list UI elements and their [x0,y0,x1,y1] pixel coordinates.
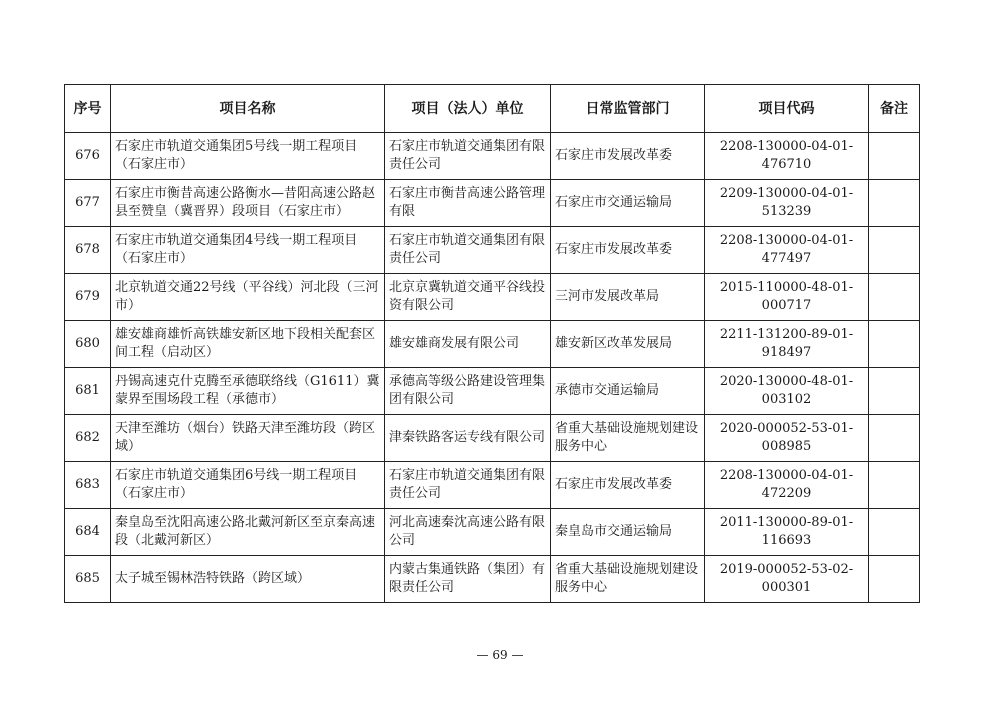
cell-note [869,509,920,556]
cell-supervision-dept: 省重大基础设施规划建设服务中心 [551,415,705,462]
table-row [65,180,920,227]
header-project-unit: 项目（法人）单位 [385,85,551,133]
cell-note [869,556,920,603]
cell-project-unit: 北京京冀轨道交通平谷线投资有限公司 [385,274,551,321]
cell-note [869,180,920,227]
cell-supervision-dept: 石家庄市发展改革委 [551,133,705,180]
cell-project-name: 天津至潍坊（烟台）铁路天津至潍坊段（跨区域） [111,415,385,462]
cell-supervision-dept: 三河市发展改革局 [551,274,705,321]
project-table [64,84,920,603]
table-row [65,321,920,368]
cell-supervision-dept: 雄安新区改革发展局 [551,321,705,368]
cell-seq: 680 [65,321,111,368]
header-supervision-dept: 日常监管部门 [551,85,705,133]
cell-project-code: 2019-000052-53-02-000301 [705,556,869,603]
cell-project-unit: 津秦铁路客运专线有限公司 [385,415,551,462]
table-row [65,415,920,462]
table-header-row [65,85,920,133]
cell-supervision-dept: 省重大基础设施规划建设服务中心 [551,556,705,603]
cell-supervision-dept: 石家庄市交通运输局 [551,180,705,227]
cell-project-code: 2020-130000-48-01-003102 [705,368,869,415]
table-row [65,368,920,415]
header-project-code: 项目代码 [705,85,869,133]
cell-project-unit: 承德高等级公路建设管理集团有限公司 [385,368,551,415]
cell-seq: 681 [65,368,111,415]
cell-project-name: 雄安雄商雄忻高铁雄安新区地下段相关配套区间工程（启动区） [111,321,385,368]
cell-project-code: 2208-130000-04-01-476710 [705,133,869,180]
cell-project-code: 2208-130000-04-01-477497 [705,227,869,274]
cell-seq: 683 [65,462,111,509]
cell-note [869,368,920,415]
cell-note [869,227,920,274]
cell-project-unit: 雄安雄商发展有限公司 [385,321,551,368]
page-number: — 69 — [476,648,524,662]
cell-project-name: 北京轨道交通22号线（平谷线）河北段（三河市） [111,274,385,321]
cell-note [869,462,920,509]
cell-seq: 685 [65,556,111,603]
cell-project-unit: 河北高速秦沈高速公路有限公司 [385,509,551,556]
cell-seq: 676 [65,133,111,180]
cell-seq: 682 [65,415,111,462]
table-row [65,227,920,274]
cell-seq: 679 [65,274,111,321]
cell-project-name: 石家庄市衡昔高速公路衡水—昔阳高速公路赵县至赞皇（冀晋界）段项目（石家庄市） [111,180,385,227]
cell-project-name: 丹锡高速克什克腾至承德联络线（G1611）冀蒙界至围场段工程（承德市） [111,368,385,415]
cell-project-name: 石家庄市轨道交通集团4号线一期工程项目（石家庄市） [111,227,385,274]
cell-project-code: 2211-131200-89-01-918497 [705,321,869,368]
cell-supervision-dept: 石家庄市发展改革委 [551,462,705,509]
header-seq: 序号 [65,85,111,133]
cell-project-code: 2209-130000-04-01-513239 [705,180,869,227]
cell-seq: 678 [65,227,111,274]
cell-supervision-dept: 石家庄市发展改革委 [551,227,705,274]
cell-project-name: 石家庄市轨道交通集团5号线一期工程项目（石家庄市） [111,133,385,180]
cell-seq: 677 [65,180,111,227]
cell-project-name: 太子城至锡林浩特铁路（跨区域） [111,556,385,603]
cell-project-code: 2020-000052-53-01-008985 [705,415,869,462]
cell-project-name: 石家庄市轨道交通集团6号线一期工程项目（石家庄市） [111,462,385,509]
cell-note [869,415,920,462]
cell-supervision-dept: 承德市交通运输局 [551,368,705,415]
cell-project-name: 秦皇岛至沈阳高速公路北戴河新区至京秦高速段（北戴河新区） [111,509,385,556]
header-project-name: 项目名称 [111,85,385,133]
cell-project-unit: 内蒙古集通铁路（集团）有限责任公司 [385,556,551,603]
header-note: 备注 [869,85,920,133]
table-row [65,274,920,321]
cell-project-code: 2208-130000-04-01-472209 [705,462,869,509]
cell-seq: 684 [65,509,111,556]
cell-project-unit: 石家庄市轨道交通集团有限责任公司 [385,227,551,274]
cell-supervision-dept: 秦皇岛市交通运输局 [551,509,705,556]
cell-project-code: 2011-130000-89-01-116693 [705,509,869,556]
table-row [65,462,920,509]
cell-note [869,274,920,321]
cell-project-unit: 石家庄市衡昔高速公路管理有限 [385,180,551,227]
cell-note [869,321,920,368]
cell-project-unit: 石家庄市轨道交通集团有限责任公司 [385,462,551,509]
cell-note [869,133,920,180]
table-row [65,509,920,556]
table-row [65,133,920,180]
cell-project-unit: 石家庄市轨道交通集团有限责任公司 [385,133,551,180]
cell-project-code: 2015-110000-48-01-000717 [705,274,869,321]
table-row [65,556,920,603]
